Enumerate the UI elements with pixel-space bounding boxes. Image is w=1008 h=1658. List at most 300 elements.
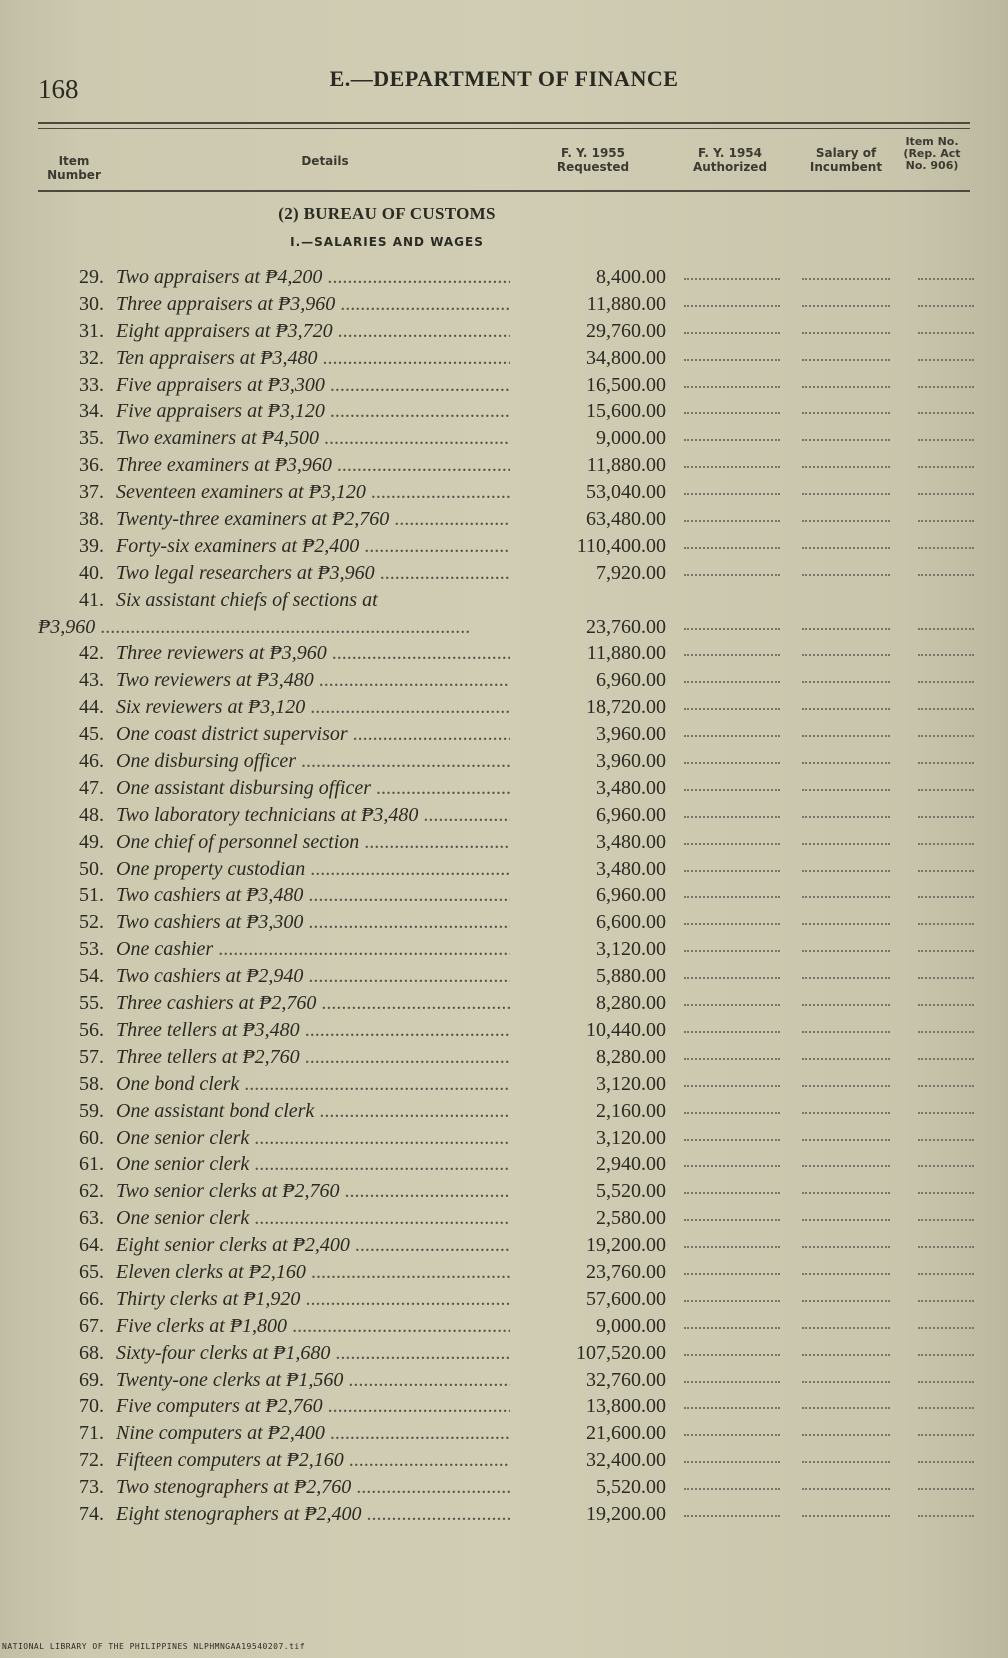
item-details: Two cashiers at ₱3,480 ..... <box>116 882 510 908</box>
table-row <box>0 291 1008 318</box>
fy1954-leader <box>684 1515 780 1517</box>
item-details: Eight appraisers at ₱3,720 ..... <box>116 318 510 344</box>
item-number: 49. <box>79 830 104 853</box>
item-number: 54. <box>79 965 104 988</box>
fy1954-leader <box>684 1192 780 1194</box>
item-details: Two laboratory technicians at ₱3,480 ..... <box>116 802 510 828</box>
column-header-salary: Salary of Incumbent <box>809 146 883 174</box>
item-no-leader <box>918 1273 974 1275</box>
fy1954-leader <box>684 708 780 710</box>
table-row <box>0 1178 1008 1205</box>
fy1955-amount: 63,480.00 <box>586 508 666 531</box>
item-no-leader <box>918 1515 974 1517</box>
item-details: One chief of personnel section ..... <box>116 829 510 855</box>
salary-leader <box>802 789 890 791</box>
fy1955-amount: 3,960.00 <box>596 723 666 746</box>
item-no-leader <box>918 923 974 925</box>
fy1955-amount: 3,480.00 <box>596 830 666 853</box>
fy1955-amount: 8,400.00 <box>596 266 666 288</box>
fy1954-leader <box>684 681 780 683</box>
fy1954-leader <box>684 439 780 441</box>
fy1954-leader <box>684 278 780 280</box>
table-row <box>0 856 1008 883</box>
item-details: One senior clerk ..... <box>116 1125 510 1151</box>
table-row <box>0 1044 1008 1071</box>
item-number: 35. <box>79 427 104 450</box>
header-rule-thin <box>38 128 970 129</box>
salary-leader <box>802 1327 890 1329</box>
fy1954-leader <box>684 493 780 495</box>
item-no-leader <box>918 708 974 710</box>
table-row <box>0 802 1008 829</box>
fy1954-leader <box>684 1085 780 1087</box>
item-no-leader <box>918 359 974 361</box>
fy1954-leader <box>684 762 780 764</box>
item-details: One assistant disbursing officer ..... <box>116 775 510 801</box>
table-row <box>0 909 1008 936</box>
fy1954-leader <box>684 520 780 522</box>
fy1955-amount: 19,200.00 <box>586 1502 666 1525</box>
item-details: Two legal researchers at ₱3,960 ..... <box>116 560 510 586</box>
section-title: (2) BUREAU OF CUSTOMS <box>278 204 496 223</box>
item-details: Three cashiers at ₱2,760 ..... <box>116 990 510 1016</box>
item-number: 29. <box>79 266 104 288</box>
item-number: 34. <box>79 400 104 423</box>
fy1954-leader <box>684 1004 780 1006</box>
item-details: Nine computers at ₱2,400 ..... <box>116 1420 510 1446</box>
item-no-leader <box>918 1246 974 1248</box>
fy1955-amount: 32,400.00 <box>586 1449 666 1472</box>
item-no-leader <box>918 1354 974 1356</box>
table-row <box>0 1501 1008 1528</box>
fy1954-leader <box>684 843 780 845</box>
item-number: 72. <box>79 1449 104 1472</box>
item-no-leader <box>918 1381 974 1383</box>
fy1955-amount: 107,520.00 <box>576 1341 666 1364</box>
salary-leader <box>802 708 890 710</box>
fy1955-amount: 3,120.00 <box>596 1126 666 1149</box>
salary-leader <box>802 1112 890 1114</box>
item-details: Eight stenographers at ₱2,400 ..... <box>116 1501 510 1527</box>
item-details: One coast district supervisor ..... <box>116 721 510 747</box>
subsection-title: I.—SALARIES AND WAGES <box>290 235 484 249</box>
item-number: 40. <box>79 561 104 584</box>
table-row <box>0 264 1008 291</box>
table-row <box>0 775 1008 802</box>
item-no-leader <box>918 547 974 549</box>
item-number: 47. <box>79 776 104 799</box>
item-no-leader <box>918 843 974 845</box>
salary-leader <box>802 1434 890 1436</box>
table-row <box>0 640 1008 667</box>
salary-leader <box>802 1165 890 1167</box>
salary-leader <box>802 1488 890 1490</box>
salary-leader <box>802 1246 890 1248</box>
item-details: Two examiners at ₱4,500 ..... <box>116 425 510 451</box>
salary-leader <box>802 1273 890 1275</box>
item-number: 37. <box>79 481 104 504</box>
fy1955-amount: 13,800.00 <box>586 1395 666 1418</box>
salary-leader <box>802 681 890 683</box>
salary-leader <box>802 439 890 441</box>
item-number: 32. <box>79 346 104 369</box>
fy1955-amount: 8,280.00 <box>596 992 666 1015</box>
table-row <box>0 667 1008 694</box>
table-row <box>0 936 1008 963</box>
fy1955-amount: 3,120.00 <box>596 1072 666 1095</box>
salary-leader <box>802 1192 890 1194</box>
item-no-leader <box>918 278 974 280</box>
item-details: Three tellers at ₱2,760 ..... <box>116 1044 510 1070</box>
table-row <box>0 829 1008 856</box>
item-details: Two appraisers at ₱4,200 ..... <box>116 264 510 290</box>
item-details: Five appraisers at ₱3,300 ..... <box>116 372 510 398</box>
table-row <box>0 1340 1008 1367</box>
table-row <box>0 1447 1008 1474</box>
table-row <box>0 1125 1008 1152</box>
fy1955-amount: 7,920.00 <box>596 561 666 584</box>
table-row <box>0 452 1008 479</box>
salary-leader <box>802 735 890 737</box>
table-row <box>0 318 1008 345</box>
table-row <box>0 479 1008 506</box>
fy1954-leader <box>684 412 780 414</box>
scan-footer: NATIONAL LIBRARY OF THE PHILIPPINES NLPHMNGAA19540207.tif <box>2 1642 306 1651</box>
item-number: 30. <box>79 292 104 315</box>
item-details: Five computers at ₱2,760 ..... <box>116 1393 510 1419</box>
item-no-leader <box>918 439 974 441</box>
page-title: E.—DEPARTMENT OF FINANCE <box>329 66 679 91</box>
salary-leader <box>802 950 890 952</box>
table-row <box>0 533 1008 560</box>
fy1954-leader <box>684 1381 780 1383</box>
item-number: 62. <box>79 1180 104 1203</box>
salary-leader <box>802 520 890 522</box>
table-row <box>0 1205 1008 1232</box>
fy1954-leader <box>684 1300 780 1302</box>
item-details: Five clerks at ₱1,800 ..... <box>116 1313 510 1339</box>
item-number: 48. <box>79 803 104 826</box>
item-no-leader <box>918 1165 974 1167</box>
item-details: ₱3,960 ..... <box>38 614 510 640</box>
table-row <box>0 345 1008 372</box>
salary-leader <box>802 628 890 630</box>
item-no-leader <box>918 386 974 388</box>
item-no-leader <box>918 332 974 334</box>
item-details: Eight senior clerks at ₱2,400 ..... <box>116 1232 510 1258</box>
fy1955-amount: 9,000.00 <box>596 427 666 450</box>
item-details: Thirty clerks at ₱1,920 ..... <box>116 1286 510 1312</box>
item-details: Two reviewers at ₱3,480 ..... <box>116 667 510 693</box>
fy1954-leader <box>684 1219 780 1221</box>
item-number: 74. <box>79 1502 104 1525</box>
fy1954-leader <box>684 1165 780 1167</box>
item-details: One disbursing officer ..... <box>116 748 510 774</box>
table-row <box>0 748 1008 775</box>
fy1955-amount: 2,160.00 <box>596 1099 666 1122</box>
table-row <box>0 398 1008 425</box>
fy1954-leader <box>684 816 780 818</box>
table-row <box>0 963 1008 990</box>
salary-leader <box>802 332 890 334</box>
fy1954-leader <box>684 950 780 952</box>
table-row <box>0 1367 1008 1394</box>
fy1955-amount: 5,520.00 <box>596 1476 666 1499</box>
item-details: Ten appraisers at ₱3,480 ..... <box>116 345 510 371</box>
item-no-leader <box>918 1085 974 1087</box>
salary-leader <box>802 412 890 414</box>
item-details: Three reviewers at ₱3,960 ..... <box>116 640 510 666</box>
salary-leader <box>802 923 890 925</box>
item-no-leader <box>918 520 974 522</box>
item-number: 53. <box>79 938 104 961</box>
salary-leader <box>802 870 890 872</box>
table-row <box>0 425 1008 452</box>
item-number: 41. <box>79 588 104 611</box>
item-number: 60. <box>79 1126 104 1149</box>
budget-table <box>0 264 1008 1528</box>
column-header-fy1954: F. Y. 1954 Authorized <box>692 146 768 174</box>
item-no-leader <box>918 1219 974 1221</box>
item-number: 69. <box>79 1368 104 1391</box>
salary-leader <box>802 493 890 495</box>
table-row <box>0 1259 1008 1286</box>
item-no-leader <box>918 1407 974 1409</box>
salary-leader <box>802 816 890 818</box>
fy1954-leader <box>684 1434 780 1436</box>
fy1955-amount: 6,600.00 <box>596 911 666 934</box>
salary-leader <box>802 762 890 764</box>
fy1955-amount: 53,040.00 <box>586 481 666 504</box>
fy1955-amount: 16,500.00 <box>586 373 666 396</box>
item-no-leader <box>918 466 974 468</box>
fy1955-amount: 11,880.00 <box>586 642 666 665</box>
table-row <box>0 587 1008 614</box>
table-row <box>0 1151 1008 1178</box>
salary-leader <box>802 1381 890 1383</box>
item-number: 63. <box>79 1207 104 1230</box>
item-no-leader <box>918 950 974 952</box>
item-no-leader <box>918 412 974 414</box>
item-number: 58. <box>79 1072 104 1095</box>
table-row <box>0 1393 1008 1420</box>
item-no-leader <box>918 1004 974 1006</box>
fy1954-leader <box>684 896 780 898</box>
fy1955-amount: 23,760.00 <box>586 615 666 638</box>
table-row <box>0 1071 1008 1098</box>
item-number: 52. <box>79 911 104 934</box>
salary-leader <box>802 278 890 280</box>
item-details: Two senior clerks at ₱2,760 ..... <box>116 1178 510 1204</box>
fy1954-leader <box>684 305 780 307</box>
table-row <box>0 1420 1008 1447</box>
salary-leader <box>802 1031 890 1033</box>
item-number: 57. <box>79 1045 104 1068</box>
table-row <box>0 990 1008 1017</box>
salary-leader <box>802 547 890 549</box>
fy1954-leader <box>684 1112 780 1114</box>
fy1954-leader <box>684 332 780 334</box>
item-no-leader <box>918 762 974 764</box>
fy1955-amount: 6,960.00 <box>596 803 666 826</box>
item-details: Forty-six examiners at ₱2,400 ..... <box>116 533 510 559</box>
item-no-leader <box>918 1461 974 1463</box>
item-details: Sixty-four clerks at ₱1,680 ..... <box>116 1340 510 1366</box>
item-details: Five appraisers at ₱3,120 ..... <box>116 398 510 424</box>
salary-leader <box>802 1461 890 1463</box>
page-number: 168 <box>38 74 79 104</box>
item-no-leader <box>918 896 974 898</box>
item-number: 45. <box>79 723 104 746</box>
fy1954-leader <box>684 923 780 925</box>
fy1955-amount: 29,760.00 <box>586 319 666 342</box>
item-no-leader <box>918 654 974 656</box>
salary-leader <box>802 1300 890 1302</box>
fy1955-amount: 15,600.00 <box>586 400 666 423</box>
item-no-leader <box>918 305 974 307</box>
item-details: One cashier ..... <box>116 936 510 962</box>
salary-leader <box>802 386 890 388</box>
item-details: Six assistant chiefs of sections at <box>116 588 378 611</box>
fy1955-amount: 9,000.00 <box>596 1314 666 1337</box>
item-number: 73. <box>79 1476 104 1499</box>
salary-leader <box>802 896 890 898</box>
item-no-leader <box>918 681 974 683</box>
fy1955-amount: 5,880.00 <box>596 965 666 988</box>
fy1955-amount: 8,280.00 <box>596 1045 666 1068</box>
item-no-leader <box>918 789 974 791</box>
column-header-details: Details <box>301 154 349 168</box>
column-header-item-number: Item Number <box>47 154 101 182</box>
item-number: 44. <box>79 696 104 719</box>
item-details: Two cashiers at ₱2,940 ..... <box>116 963 510 989</box>
item-details: Six reviewers at ₱3,120 ..... <box>116 694 510 720</box>
fy1954-leader <box>684 870 780 872</box>
salary-leader <box>802 843 890 845</box>
item-number: 67. <box>79 1314 104 1337</box>
item-no-leader <box>918 1031 974 1033</box>
fy1954-leader <box>684 1246 780 1248</box>
fy1954-leader <box>684 977 780 979</box>
fy1955-amount: 6,960.00 <box>596 669 666 692</box>
fy1954-leader <box>684 574 780 576</box>
table-row <box>0 1313 1008 1340</box>
fy1955-amount: 6,960.00 <box>596 884 666 907</box>
item-no-leader <box>918 1058 974 1060</box>
item-details: One assistant bond clerk ..... <box>116 1098 510 1124</box>
item-no-leader <box>918 1139 974 1141</box>
item-details: One senior clerk ..... <box>116 1205 510 1231</box>
item-no-leader <box>918 1488 974 1490</box>
column-header-item-no: Item No. (Rep. Act No. 906) <box>903 135 961 172</box>
salary-leader <box>802 1407 890 1409</box>
fy1955-amount: 11,880.00 <box>586 454 666 477</box>
fy1955-amount: 110,400.00 <box>576 534 666 557</box>
item-number: 36. <box>79 454 104 477</box>
salary-leader <box>802 1139 890 1141</box>
fy1954-leader <box>684 789 780 791</box>
fy1955-amount: 57,600.00 <box>586 1287 666 1310</box>
header-rule <box>38 122 970 124</box>
table-row <box>0 1286 1008 1313</box>
item-number: 50. <box>79 857 104 880</box>
fy1955-amount: 21,600.00 <box>586 1422 666 1445</box>
fy1955-amount: 3,480.00 <box>596 857 666 880</box>
salary-leader <box>802 305 890 307</box>
table-row <box>0 1017 1008 1044</box>
item-details: Two cashiers at ₱3,300 ..... <box>116 909 510 935</box>
fy1954-leader <box>684 466 780 468</box>
salary-leader <box>802 1004 890 1006</box>
item-number: 43. <box>79 669 104 692</box>
item-details: Fifteen computers at ₱2,160 ..... <box>116 1447 510 1473</box>
fy1955-amount: 3,480.00 <box>596 776 666 799</box>
item-number: 33. <box>79 373 104 396</box>
item-number: 61. <box>79 1153 104 1176</box>
item-no-leader <box>918 735 974 737</box>
item-number: 39. <box>79 534 104 557</box>
table-row <box>0 1232 1008 1259</box>
item-no-leader <box>918 1434 974 1436</box>
salary-leader <box>802 574 890 576</box>
table-row <box>0 694 1008 721</box>
item-details: One bond clerk ..... <box>116 1071 510 1097</box>
table-row <box>0 560 1008 587</box>
item-number: 59. <box>79 1099 104 1122</box>
table-row <box>0 372 1008 399</box>
item-number: 66. <box>79 1287 104 1310</box>
item-details: One property custodian ..... <box>116 856 510 882</box>
column-header-rule <box>38 190 970 192</box>
fy1955-amount: 10,440.00 <box>586 1018 666 1041</box>
fy1954-leader <box>684 628 780 630</box>
item-no-leader <box>918 1300 974 1302</box>
fy1955-amount: 5,520.00 <box>596 1180 666 1203</box>
salary-leader <box>802 654 890 656</box>
item-number: 55. <box>79 992 104 1015</box>
salary-leader <box>802 1085 890 1087</box>
fy1955-amount: 23,760.00 <box>586 1260 666 1283</box>
table-row <box>0 506 1008 533</box>
item-details: Three tellers at ₱3,480 ..... <box>116 1017 510 1043</box>
fy1955-amount: 3,960.00 <box>596 750 666 773</box>
fy1954-leader <box>684 1031 780 1033</box>
item-details: Twenty-three examiners at ₱2,760 ..... <box>116 506 510 532</box>
item-no-leader <box>918 493 974 495</box>
fy1954-leader <box>684 1488 780 1490</box>
salary-leader <box>802 1058 890 1060</box>
fy1955-amount: 19,200.00 <box>586 1234 666 1257</box>
item-no-leader <box>918 1327 974 1329</box>
item-details: Seventeen examiners at ₱3,120 ..... <box>116 479 510 505</box>
fy1955-amount: 32,760.00 <box>586 1368 666 1391</box>
item-details: Twenty-one clerks at ₱1,560 ..... <box>116 1367 510 1393</box>
item-details: Eleven clerks at ₱2,160 ..... <box>116 1259 510 1285</box>
item-no-leader <box>918 628 974 630</box>
item-number: 65. <box>79 1260 104 1283</box>
fy1954-leader <box>684 1058 780 1060</box>
item-number: 64. <box>79 1234 104 1257</box>
salary-leader <box>802 977 890 979</box>
item-number: 56. <box>79 1018 104 1041</box>
item-number: 70. <box>79 1395 104 1418</box>
salary-leader <box>802 466 890 468</box>
item-number: 71. <box>79 1422 104 1445</box>
item-number: 38. <box>79 508 104 531</box>
fy1954-leader <box>684 1273 780 1275</box>
fy1954-leader <box>684 735 780 737</box>
fy1954-leader <box>684 386 780 388</box>
